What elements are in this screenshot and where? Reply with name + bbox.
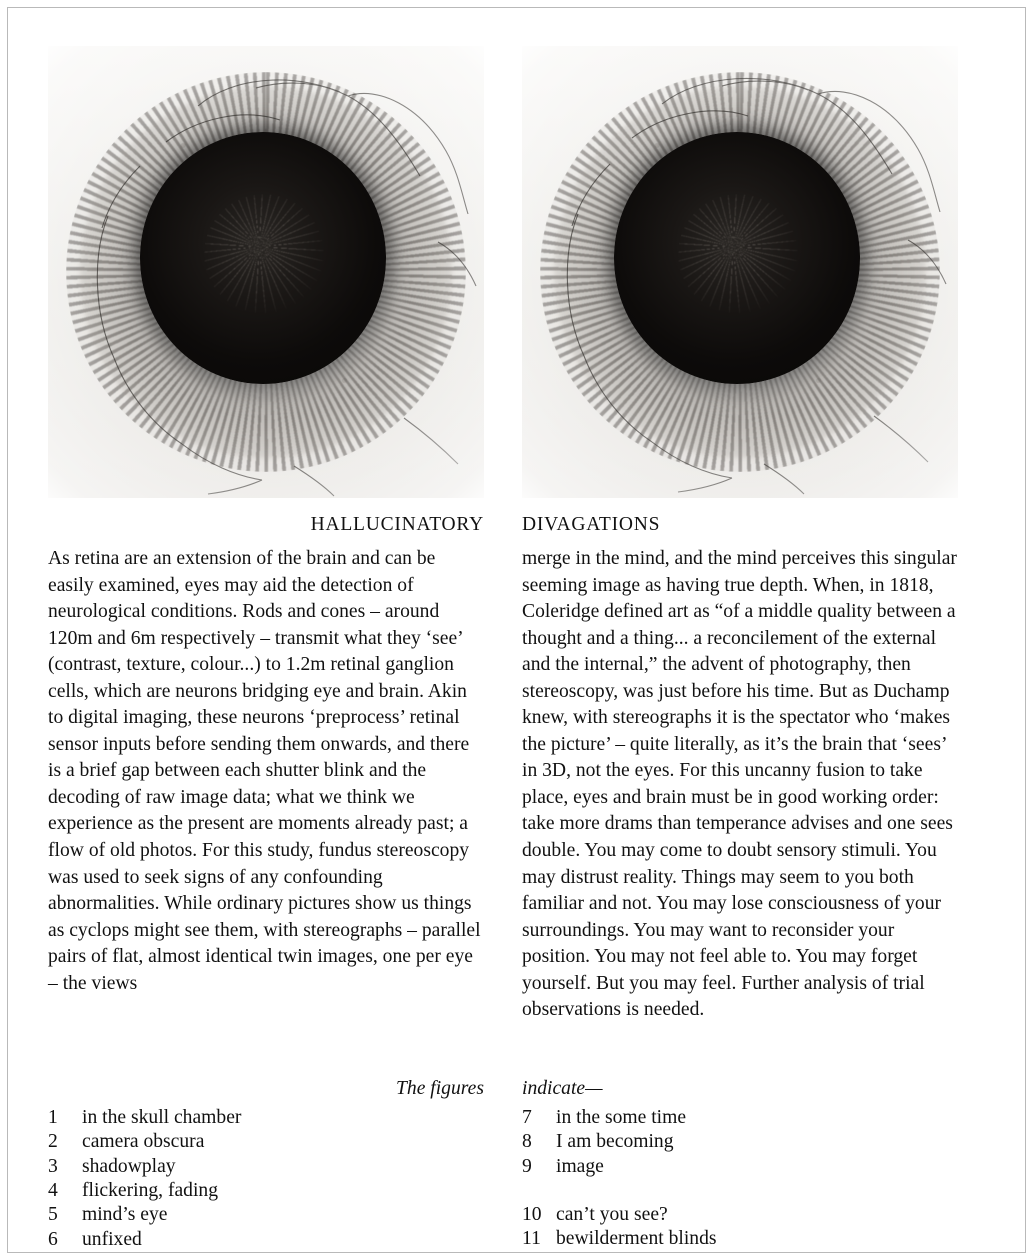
list-item (48, 1155, 484, 1179)
list-item-number: 9 (522, 1155, 532, 1177)
list-item-number: 4 (48, 1180, 58, 1202)
list-item-label: camera obscura (82, 1131, 205, 1153)
figure-left (48, 46, 484, 498)
list-item (522, 1227, 958, 1251)
body-column-right (522, 546, 958, 1024)
list-item-number: 8 (522, 1131, 532, 1153)
list-item (522, 1106, 958, 1130)
list-item-label: I am becoming (556, 1131, 674, 1153)
figure-caption-right: DIVAGATIONS (522, 514, 661, 535)
list-item-number: 5 (48, 1204, 58, 1226)
list-item (522, 1155, 958, 1179)
fundus-photograph-right (522, 46, 958, 498)
figures-key-heading (48, 1078, 958, 1100)
list-item-label: in the some time (556, 1106, 687, 1128)
page-content (48, 46, 958, 1252)
list-item-number: 1 (48, 1106, 58, 1128)
list-item-label: mind’s eye (82, 1204, 168, 1226)
figures-key-list-left (48, 1106, 484, 1252)
list-item-number: 2 (48, 1131, 58, 1153)
list-item-label: image (556, 1155, 604, 1177)
figures-key-list-right (522, 1106, 958, 1252)
list-item-label: in the skull chamber (82, 1106, 242, 1128)
figures-key-lists (48, 1106, 958, 1252)
body-paragraph-left: As retina are an extension of the brain and can be easily examined, eyes may aid the detection of neurological conditions. Rods and cones – around 120m and 6m respectively – transmit what they ‘see’ (contrast, texture, colour...) to 1.2m retinal ganglion cells, which are neurons bridging eye and brain. Akin to digital imaging, these neurons ‘preprocess’ retinal sensor inputs before sending them onwards, and there is a brief gap between each shutter blink and the decoding of raw image data; what we think we experience as the present are moments already past; a flow of old photos. For this study, fundus stereoscopy was used to seek signs of any confounding abnormalities. While ordinary pictures show us things as cyclops might see them, with stereographs – parallel pairs of flat, almost identical twin images, one per eye – the views (48, 548, 481, 994)
list-item-label: unfixed (82, 1228, 142, 1250)
body-columns (48, 546, 958, 1024)
body-column-left (48, 546, 484, 1024)
list-item-label: bewilderment blinds (556, 1228, 717, 1250)
list-item (48, 1130, 484, 1154)
list-item-number: 3 (48, 1155, 58, 1177)
list-item-number: 6 (48, 1228, 58, 1250)
figures-key-lead-right: indicate— (522, 1077, 603, 1099)
list-item-label: shadowplay (82, 1155, 176, 1177)
list-item (48, 1179, 484, 1203)
vignette-layer (522, 46, 958, 498)
list-item (48, 1203, 484, 1227)
list-gap (522, 1179, 958, 1203)
figure-caption-left: HALLUCINATORY (310, 514, 484, 535)
figure-right (522, 46, 958, 498)
figure-row (48, 46, 958, 498)
list-item-label: flickering, fading (82, 1180, 219, 1202)
list-item-number: 11 (522, 1228, 541, 1250)
list-item-number: 10 (522, 1204, 542, 1226)
list-item (522, 1130, 958, 1154)
vignette-layer (48, 46, 484, 498)
caption-row (48, 514, 958, 536)
list-item-number: 7 (522, 1106, 532, 1128)
fundus-photograph-left (48, 46, 484, 498)
list-item (522, 1203, 958, 1227)
figures-key-lead-left: The figures (396, 1077, 484, 1099)
list-item (48, 1106, 484, 1130)
list-item-label: can’t you see? (556, 1204, 668, 1226)
body-paragraph-right: merge in the mind, and the mind perceives this singular seeming image as having true depth. When, in 1818, Coleridge defined art as “of a middle quality between a thought and a thing... a reconcilement of the external and the internal,” the advent of photography, then stereoscopy, was just before his time. But as Duchamp knew, with stereographs it is the spectator who ‘makes the picture’ – quite literally, as it’s the brain that ‘sees’ in 3D, not the eyes. For this uncanny fusion to take place, eyes and brain must be in good working order: take more drams than temperance advises and one sees double. You may come to doubt sensory stimuli. You may distrust reality. Things may seem to you both familiar and not. You may lose consciousness of your surroundings. You may want to reconsider your position. You may not feel able to. You may forget yourself. But you may feel. Further analysis of trial observations is needed. (522, 548, 957, 1021)
list-item (48, 1228, 484, 1252)
